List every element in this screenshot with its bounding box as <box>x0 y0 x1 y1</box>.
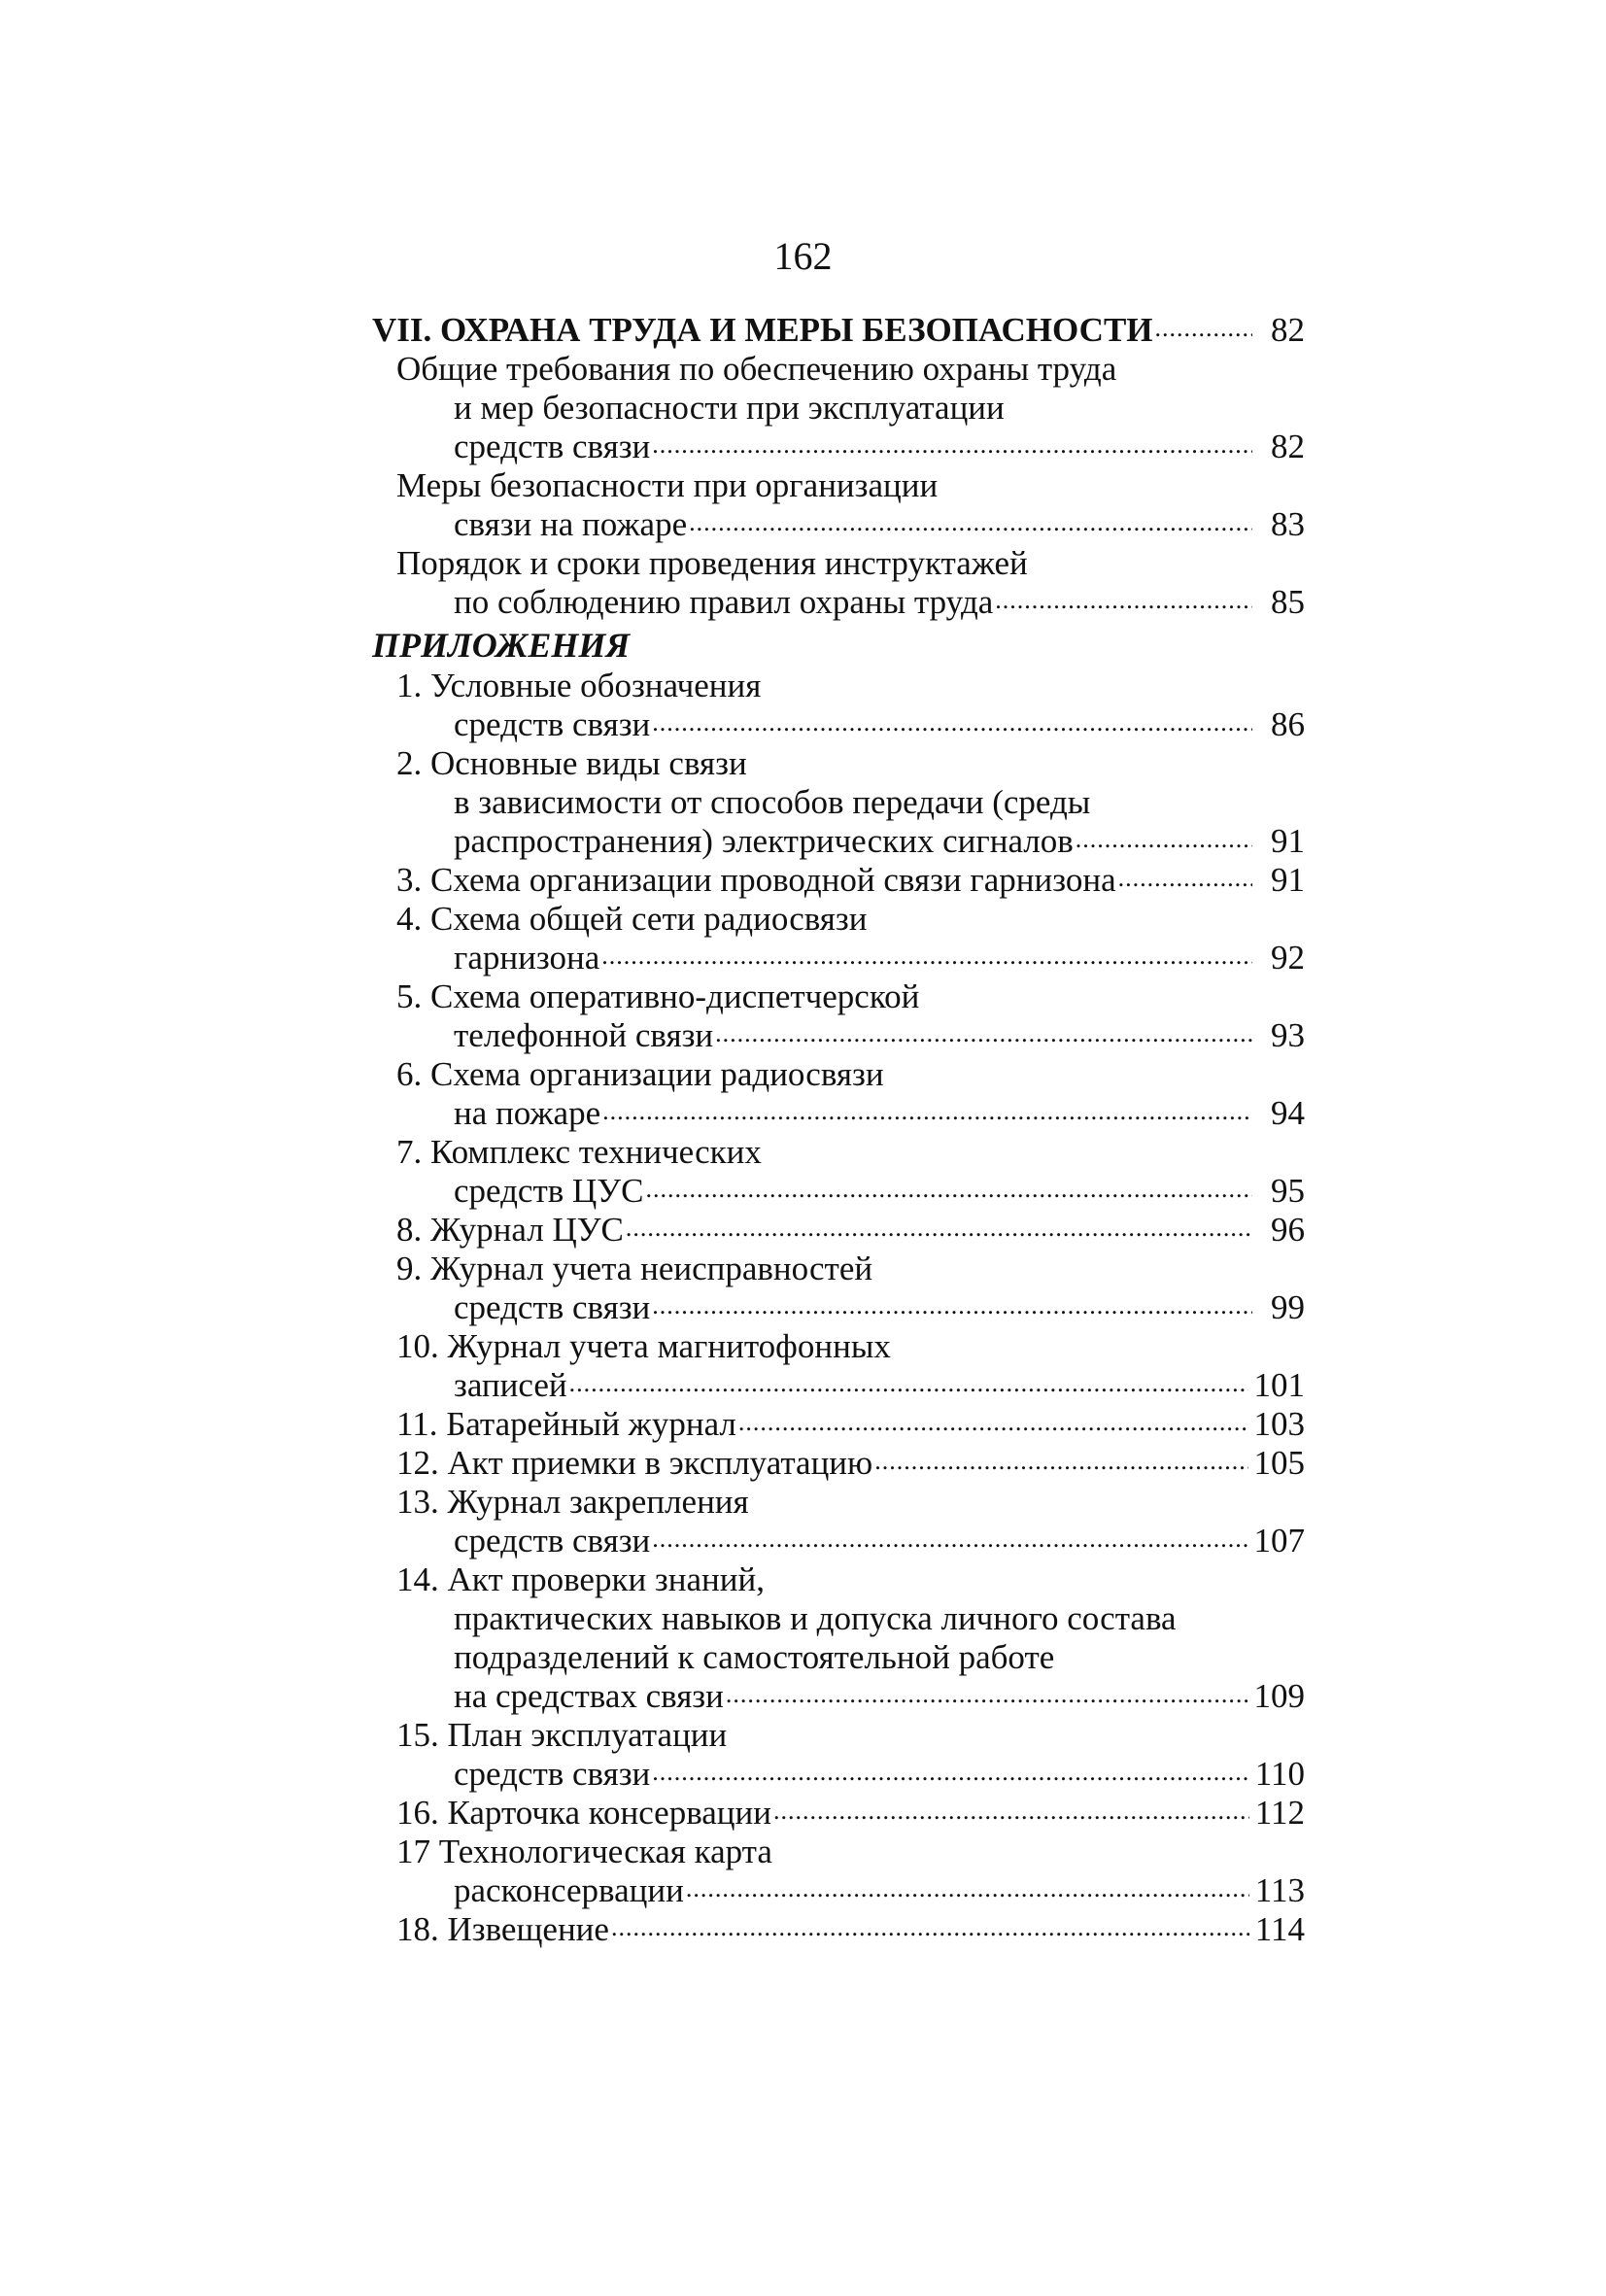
entry-number: 5. <box>396 977 423 1015</box>
entry-page: 95 <box>1271 1172 1305 1210</box>
entry-number: 9. <box>396 1250 423 1287</box>
entry-text: Схема организации радиосвязи <box>430 1055 884 1093</box>
entry-page: 110 <box>1254 1755 1305 1793</box>
entry-page: 82 <box>1271 428 1305 465</box>
spacer <box>422 1133 430 1172</box>
spacer <box>439 1910 448 1949</box>
toc-entry <box>372 1055 1305 1133</box>
toc-entry-line <box>372 1211 1305 1250</box>
spacer <box>422 1055 430 1094</box>
toc-entry-line <box>372 1599 1305 1638</box>
entry-page: 113 <box>1254 1871 1305 1909</box>
entry-text: Акт проверки знаний, <box>447 1560 765 1598</box>
toc-entry-line <box>372 1444 1305 1483</box>
dot-leader <box>686 1881 1249 1910</box>
entry-text: по соблюдению правил охраны труда <box>454 583 994 621</box>
toc-entry-line <box>372 900 1305 939</box>
entry-text: средств связи <box>454 705 651 743</box>
toc-entry-line <box>372 1794 1305 1833</box>
spacer <box>439 1794 448 1833</box>
entry-text: Основные виды связи <box>430 744 747 782</box>
entry-number: 1. <box>396 667 423 704</box>
section-page: 82 <box>1271 311 1305 349</box>
spacer <box>439 1483 448 1522</box>
entry-number: 14. <box>396 1560 439 1598</box>
entry-page: 86 <box>1271 705 1305 743</box>
toc-entry-line <box>372 1250 1305 1288</box>
dot-leader <box>726 1687 1248 1716</box>
dot-leader <box>1076 832 1252 861</box>
dot-leader <box>652 1531 1247 1560</box>
entry-text: Карточка консервации <box>447 1794 771 1832</box>
spacer <box>422 900 430 939</box>
toc-entry-line <box>372 428 1305 466</box>
toc-entry <box>372 977 1305 1055</box>
entry-number: 6. <box>396 1055 423 1093</box>
entry-text: записей <box>454 1366 567 1404</box>
entry-text: телефонной связи <box>454 1016 714 1054</box>
toc-entry <box>372 544 1305 622</box>
entry-text: средств связи <box>454 1288 651 1326</box>
toc-entry-line <box>372 1677 1305 1716</box>
entry-page: 83 <box>1271 505 1305 543</box>
toc-entry-line <box>372 1871 1305 1910</box>
toc-entry-line <box>372 861 1305 900</box>
toc-entry <box>372 350 1305 466</box>
appendix-title: ПРИЛОЖЕНИЯ <box>372 626 631 665</box>
entry-text: средств связи <box>454 1755 651 1793</box>
entry-page: 107 <box>1253 1522 1305 1559</box>
dot-leader <box>611 1920 1249 1949</box>
entry-text: Батарейный журнал <box>446 1405 736 1443</box>
entry-text: Порядок и сроки проведения инструктажей <box>396 544 1028 582</box>
entry-number: 7. <box>396 1133 423 1171</box>
entry-page: 99 <box>1271 1288 1305 1326</box>
dot-leader <box>569 1376 1248 1405</box>
toc-entry-line <box>372 1133 1305 1172</box>
entry-page: 91 <box>1271 822 1305 860</box>
entry-number: 11. <box>396 1405 438 1443</box>
dot-leader <box>874 1454 1247 1483</box>
section-title: VII. ОХРАНА ТРУДА И МЕРЫ БЕЗОПАСНОСТИ <box>372 311 1153 349</box>
entry-page: 105 <box>1253 1444 1305 1482</box>
entry-text: распространения) электрических сигналов <box>454 822 1074 860</box>
toc-entry-line <box>372 822 1305 861</box>
toc-entry-line <box>372 1327 1305 1366</box>
toc-entry <box>372 1794 1305 1833</box>
toc-entry <box>372 667 1305 744</box>
spacer <box>437 1405 446 1444</box>
dot-leader <box>773 1803 1249 1833</box>
toc-entry-line <box>372 1094 1305 1133</box>
entry-text: на пожаре <box>454 1094 601 1132</box>
entry-text: связи на пожаре <box>454 505 688 543</box>
dot-leader <box>602 1104 1252 1133</box>
entry-text: Условные обозначения <box>430 667 762 704</box>
spacer <box>422 667 430 705</box>
toc-entry <box>372 1444 1305 1483</box>
toc-entry-line <box>372 466 1305 505</box>
toc-entry-line <box>372 1638 1305 1677</box>
entry-number: 8. <box>396 1211 423 1249</box>
entry-page: 85 <box>1271 583 1305 621</box>
dot-leader <box>689 515 1252 544</box>
toc-entry <box>372 1250 1305 1327</box>
entry-page: 94 <box>1271 1094 1305 1132</box>
spacer <box>422 1211 430 1250</box>
entry-text: Технологическая карта <box>438 1833 772 1870</box>
spacer <box>439 1560 448 1599</box>
entry-text: Схема общей сети радиосвязи <box>430 900 868 938</box>
spacer <box>422 861 430 900</box>
spacer <box>439 1327 448 1366</box>
appendix-items <box>372 667 1305 1949</box>
section-heading <box>372 311 1305 350</box>
toc-entry <box>372 1211 1305 1250</box>
toc-entry-line <box>372 1288 1305 1327</box>
toc-entry <box>372 1133 1305 1211</box>
toc-entry-line <box>372 505 1305 544</box>
toc-entry <box>372 1483 1305 1560</box>
entry-text: Меры безопасности при организации <box>396 466 939 504</box>
toc-entry-line <box>372 389 1305 428</box>
entry-page: 93 <box>1271 1016 1305 1054</box>
toc-entry <box>372 1405 1305 1444</box>
entry-number: 17 <box>396 1833 430 1870</box>
toc-entry <box>372 1833 1305 1910</box>
entry-text: Акт приемки в эксплуатацию <box>447 1444 873 1482</box>
toc-entry-line <box>372 583 1305 622</box>
dot-leader <box>715 1026 1252 1055</box>
entry-text: Общие требования по обеспечению охраны труда <box>396 350 1117 388</box>
toc-entry-line <box>372 1910 1305 1949</box>
toc-entry-line <box>372 1366 1305 1405</box>
entry-number: 13. <box>396 1483 439 1521</box>
entry-number: 4. <box>396 900 423 938</box>
entry-number: 18. <box>396 1910 439 1948</box>
toc-entry-line <box>372 1172 1305 1211</box>
entry-page: 92 <box>1271 939 1305 977</box>
entry-text: средств ЦУС <box>454 1172 644 1210</box>
spacer <box>439 1444 448 1483</box>
toc-entry-line <box>372 350 1305 389</box>
spacer <box>430 1833 439 1871</box>
toc-entry <box>372 1560 1305 1716</box>
toc-entry-line <box>372 1716 1305 1755</box>
entry-page: 114 <box>1254 1910 1305 1948</box>
entry-text: План эксплуатации <box>447 1716 728 1754</box>
entry-page: 112 <box>1254 1794 1305 1832</box>
entry-text: Схема оперативно-диспетчерской <box>430 977 920 1015</box>
entry-text: в зависимости от способов передачи (среды <box>454 783 1091 821</box>
dot-leader <box>738 1415 1248 1444</box>
toc-entry-line <box>372 1055 1305 1094</box>
toc-entry <box>372 466 1305 544</box>
toc-entry-line <box>372 705 1305 744</box>
dot-leader <box>652 1298 1252 1327</box>
entry-text: Журнал учета неисправностей <box>430 1250 873 1287</box>
entry-number: 2. <box>396 744 423 782</box>
entry-text: и мер безопасности при эксплуатации <box>454 389 1005 427</box>
dot-leader <box>601 948 1252 977</box>
page-number: 162 <box>773 234 833 278</box>
entry-text: расконсервации <box>454 1871 684 1909</box>
spacer <box>422 977 430 1016</box>
entry-number: 15. <box>396 1716 439 1754</box>
toc-entry-line <box>372 783 1305 822</box>
entry-number: 3. <box>396 861 423 899</box>
entry-page: 91 <box>1271 861 1305 899</box>
entry-text: практических навыков и допуска личного состава <box>454 1599 1177 1637</box>
toc-entry <box>372 1910 1305 1949</box>
dot-leader <box>626 1220 1252 1250</box>
entry-text: гарнизона <box>454 939 600 977</box>
toc-entry <box>372 861 1305 900</box>
entry-page: 109 <box>1253 1677 1305 1715</box>
entry-text: средств связи <box>454 1522 651 1559</box>
entry-page: 103 <box>1253 1405 1305 1443</box>
toc-entry-line <box>372 667 1305 705</box>
toc-entry-line <box>372 1483 1305 1522</box>
entry-number: 16. <box>396 1794 439 1832</box>
dot-leader <box>652 715 1252 744</box>
spacer <box>422 744 430 783</box>
section-items <box>372 350 1305 622</box>
entry-text: Схема организации проводной связи гарнизона <box>430 861 1116 899</box>
toc-entry <box>372 744 1305 861</box>
toc-entry-line <box>372 1405 1305 1444</box>
toc-entry-line <box>372 1560 1305 1599</box>
entry-page: 96 <box>1271 1211 1305 1249</box>
entry-number: 12. <box>396 1444 439 1482</box>
toc-entry-line <box>372 544 1305 583</box>
toc-entry-line <box>372 977 1305 1016</box>
dot-leader <box>1155 321 1252 350</box>
dot-leader <box>652 437 1252 466</box>
entry-text: Комплекс технических <box>430 1133 762 1171</box>
toc-entry-line <box>372 744 1305 783</box>
toc-entry <box>372 1327 1305 1405</box>
appendix-heading <box>372 624 1305 667</box>
entry-text: Журнал закрепления <box>447 1483 749 1521</box>
entry-text: Журнал учета магнитофонных <box>447 1327 891 1365</box>
toc-entry-line <box>372 1755 1305 1794</box>
dot-leader <box>652 1765 1249 1794</box>
entry-page: 101 <box>1253 1366 1305 1404</box>
toc-entry-line <box>372 1522 1305 1560</box>
toc-entry-line <box>372 1833 1305 1871</box>
table-of-contents <box>372 311 1305 1949</box>
entry-text: средств связи <box>454 428 651 465</box>
toc-entry-line <box>372 939 1305 977</box>
spacer <box>439 1716 448 1755</box>
spacer <box>422 1250 430 1288</box>
entry-text: Журнал ЦУС <box>430 1211 624 1249</box>
dot-leader <box>1118 871 1252 900</box>
entry-text: на средствах связи <box>454 1677 724 1715</box>
toc-entry-line <box>372 1016 1305 1055</box>
entry-text: подразделений к самостоятельной работе <box>454 1638 1055 1676</box>
entry-number: 10. <box>396 1327 439 1365</box>
entry-text: Извещение <box>447 1910 609 1948</box>
toc-entry <box>372 900 1305 977</box>
toc-entry <box>372 1716 1305 1794</box>
dot-leader <box>645 1182 1252 1211</box>
dot-leader <box>995 593 1252 622</box>
